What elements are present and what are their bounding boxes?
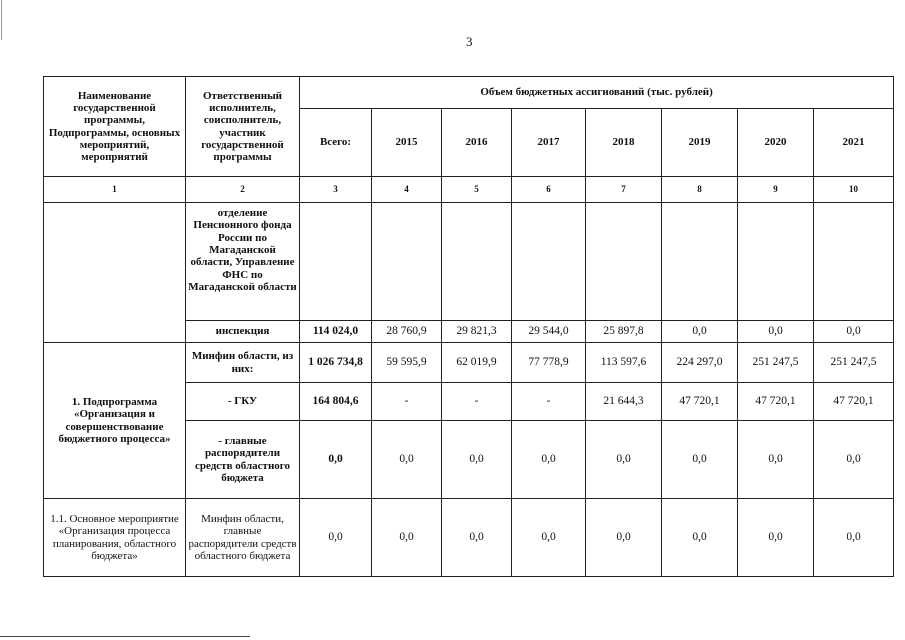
header-year: 2019 [662, 109, 738, 177]
column-number: 6 [512, 177, 586, 203]
header-year: 2021 [814, 109, 894, 177]
executor-cell: отделение Пенсионного фонда России по Магаданской области, Управление ФНС по Магаданской области [186, 203, 300, 321]
value-cell: 47 720,1 [738, 383, 814, 421]
executor-cell: инспекция [186, 321, 300, 343]
column-number: 10 [814, 177, 894, 203]
executor-cell: - главные распорядители средств областного бюджета [186, 421, 300, 499]
scan-edge-line [0, 636, 250, 637]
empty-cell [662, 203, 738, 321]
column-numbers-row [44, 177, 894, 203]
column-number: 7 [586, 177, 662, 203]
value-cell: - [372, 383, 442, 421]
empty-cell [44, 203, 186, 343]
value-cell: 0,0 [814, 499, 894, 577]
value-cell: 0,0 [442, 421, 512, 499]
empty-cell [738, 203, 814, 321]
value-cell: 47 720,1 [814, 383, 894, 421]
column-number: 2 [186, 177, 300, 203]
value-cell: 62 019,9 [442, 343, 512, 383]
value-cell: - [512, 383, 586, 421]
empty-cell [512, 203, 586, 321]
value-cell: 29 544,0 [512, 321, 586, 343]
header-total: Всего: [300, 109, 372, 177]
column-number: 3 [300, 177, 372, 203]
column-number: 9 [738, 177, 814, 203]
empty-cell [372, 203, 442, 321]
value-cell: 0,0 [814, 321, 894, 343]
value-cell: 251 247,5 [814, 343, 894, 383]
value-cell: 0,0 [662, 321, 738, 343]
column-number: 4 [372, 177, 442, 203]
value-cell: 251 247,5 [738, 343, 814, 383]
total-cell: 164 804,6 [300, 383, 372, 421]
header-year: 2018 [586, 109, 662, 177]
total-cell: 114 024,0 [300, 321, 372, 343]
value-cell: 0,0 [738, 321, 814, 343]
subprogram-name: 1. Подпрограмма «Организация и совершенствование бюджетного процесса» [44, 343, 186, 499]
empty-cell [814, 203, 894, 321]
activity-name: 1.1. Основное мероприятие «Организация процесса планирования, областного бюджета» [44, 499, 186, 577]
table-row [44, 499, 894, 577]
value-cell: - [442, 383, 512, 421]
value-cell: 77 778,9 [512, 343, 586, 383]
value-cell: 0,0 [442, 499, 512, 577]
value-cell: 0,0 [662, 499, 738, 577]
value-cell: 0,0 [662, 421, 738, 499]
header-year: 2017 [512, 109, 586, 177]
header-responsible: Ответственный исполнитель, соисполнитель, участник государственной программы [186, 77, 300, 177]
executor-cell: Минфин области, главные распорядители средств областного бюджета [186, 499, 300, 577]
column-number: 5 [442, 177, 512, 203]
table-row [44, 343, 894, 383]
header-row [44, 77, 894, 109]
value-cell: 0,0 [586, 499, 662, 577]
header-year: 2020 [738, 109, 814, 177]
value-cell: 0,0 [738, 499, 814, 577]
empty-cell [586, 203, 662, 321]
budget-table [43, 76, 894, 577]
executor-cell: Минфин области, из них: [186, 343, 300, 383]
value-cell: 29 821,3 [442, 321, 512, 343]
value-cell: 224 297,0 [662, 343, 738, 383]
value-cell: 0,0 [512, 421, 586, 499]
value-cell: 47 720,1 [662, 383, 738, 421]
value-cell: 0,0 [586, 421, 662, 499]
value-cell: 25 897,8 [586, 321, 662, 343]
column-number: 1 [44, 177, 186, 203]
header-year: 2015 [372, 109, 442, 177]
value-cell: 0,0 [738, 421, 814, 499]
value-cell: 59 595,9 [372, 343, 442, 383]
value-cell: 0,0 [512, 499, 586, 577]
empty-cell [300, 203, 372, 321]
total-cell: 1 026 734,8 [300, 343, 372, 383]
header-budget-title: Объем бюджетных ассигнований (тыс. рублей) [300, 77, 894, 109]
value-cell: 0,0 [372, 421, 442, 499]
executor-cell: - ГКУ [186, 383, 300, 421]
column-number: 8 [662, 177, 738, 203]
value-cell: 21 644,3 [586, 383, 662, 421]
table-row [44, 203, 894, 321]
value-cell: 113 597,6 [586, 343, 662, 383]
value-cell: 28 760,9 [372, 321, 442, 343]
empty-cell [442, 203, 512, 321]
page-number: 3 [466, 34, 473, 49]
page-edge-mark [1, 0, 2, 40]
total-cell: 0,0 [300, 421, 372, 499]
value-cell: 0,0 [814, 421, 894, 499]
header-year: 2016 [442, 109, 512, 177]
header-program-name: Наименование государственной программы, Подпрограммы, основных мероприятий, мероприятий [44, 77, 186, 177]
total-cell: 0,0 [300, 499, 372, 577]
value-cell: 0,0 [372, 499, 442, 577]
